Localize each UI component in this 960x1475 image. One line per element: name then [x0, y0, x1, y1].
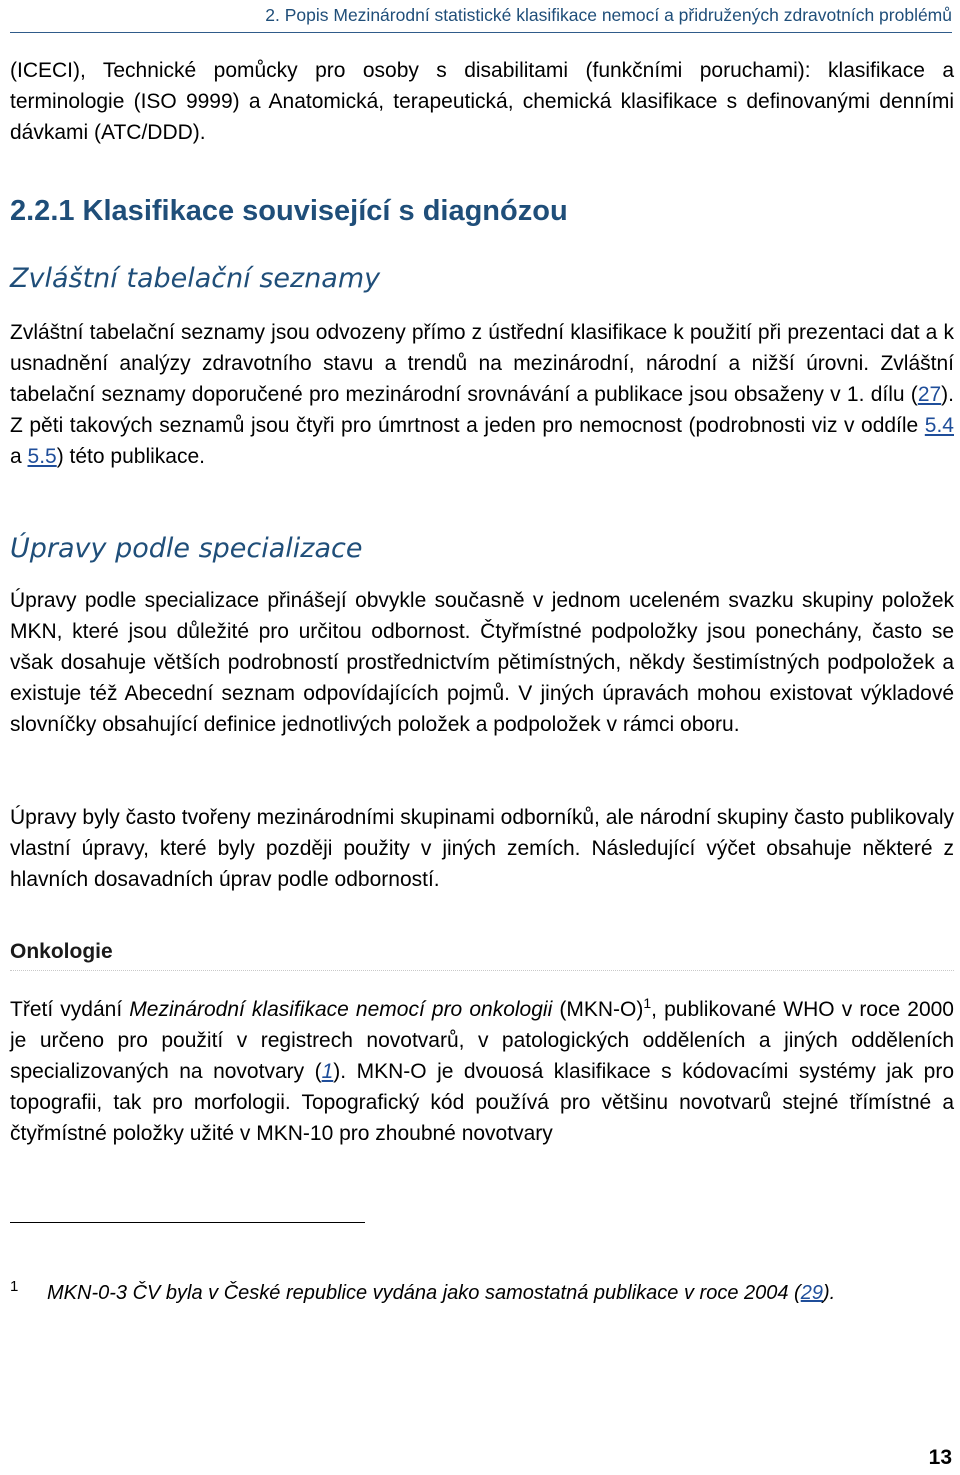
text-run: Třetí vydání	[10, 998, 130, 1021]
intro-paragraph: (ICECI), Technické pomůcky pro osoby s disabilitami (funkčními poruchami): klasifikace a terminologie (ISO 9999) a Anatomická, terapeutická, chemická klasifikace s definovanými denními dávkami (ATC/DDD).	[10, 59, 954, 144]
footnote-marker[interactable]: 1	[643, 995, 652, 1011]
reference-link-27[interactable]: 27	[917, 383, 942, 406]
footnote-text	[47, 1278, 954, 1308]
section-heading: 2.2.1 Klasifikace související s diagnózou	[10, 195, 568, 227]
upravy-paragraph-2: Úpravy byly často tvořeny mezinárodními skupinami odborníků, ale národní skupiny často publikovaly vlastní úpravy, které byly později použity v jiných zemích. Následující výčet obsahuje některé z hlavních dosavadních úprav podle odborností.	[10, 806, 954, 891]
text-run: ) této publikace.	[56, 445, 205, 468]
text-run: (MKN-O)	[552, 998, 644, 1021]
running-header	[10, 0, 952, 33]
text-run: ).	[822, 1282, 836, 1304]
reference-link-1[interactable]: 1	[321, 1060, 334, 1083]
footnote	[10, 1278, 954, 1308]
running-title: 2. Popis Mezinárodní statistické klasifikace nemocí a přidružených zdravotních problémů	[265, 5, 952, 25]
text-run: Zvláštní tabelační seznamy jsou odvozeny přímo z ústřední klasifikace k použití při prezentaci dat a k usnadnění analýzy zdravotního stavu a trendů na mezinárodní, národní a nižší úrovni. Zvláštní tabelační seznamy doporučené pro mezinárodní srovnávání a publikace jsou obsaženy v 1. dílu (	[10, 321, 954, 406]
text-run: MKN-0-3 ČV byla v České republice vydána jako samostatná publikace v roce 2004 (	[47, 1282, 801, 1304]
footnote-separator	[10, 1222, 365, 1223]
publication-title: Mezinárodní klasifikace nemocí pro onkologii	[129, 998, 553, 1021]
zvlastni-paragraph	[10, 317, 954, 472]
text-run: , publikované WHO v roce 2000 je určeno pro použití v registrech novotvarů, v patologických odděleních a jiných odděleních specializovaných na novotvary (	[10, 998, 954, 1083]
page-number: 13	[928, 1446, 952, 1469]
reference-link-29[interactable]: 29	[800, 1282, 823, 1304]
onkologie-heading: Onkologie	[10, 940, 954, 971]
onkologie-paragraph	[10, 988, 954, 1149]
text-run: ). Z pěti takových seznamů jsou čtyři pro úmrtnost a jeden pro nemocnost (podrobnosti viz v oddíle	[10, 383, 954, 437]
reference-link-5-5[interactable]: 5.5	[27, 445, 57, 468]
footnote-number: 1	[10, 1278, 19, 1295]
upravy-heading: Úpravy podle specializace	[10, 533, 363, 564]
reference-link-5-4[interactable]: 5.4	[924, 414, 954, 437]
zvlastni-heading: Zvláštní tabelační seznamy	[10, 263, 381, 294]
text-run: a	[10, 445, 28, 468]
text-run: ). MKN-O je dvouosá klasifikace s kódovacími systémy jak pro topografii, tak pro morfologii. Topografický kód používá pro většinu novotvarů stejné třímístné a čtyřmístné položky užité v MKN-10 pro zhoubné novotvary	[10, 1060, 954, 1145]
upravy-paragraph-1: Úpravy podle specializace přinášejí obvykle současně v jednom uceleném svazku skupiny položek MKN, které jsou důležité pro určitou odbornost. Čtyřmístné podpoložky jsou ponechány, často se však dosahuje větších podrobností prostřednictvím pětimístných, někdy šestimístných podpoložek a existuje též Abecední seznam odpovídajících pojmů. V jiných úpravách mohou existovat výkladové slovníčky obsahující definice jednotlivých položek a podpoložek v rámci oboru.	[10, 589, 954, 736]
